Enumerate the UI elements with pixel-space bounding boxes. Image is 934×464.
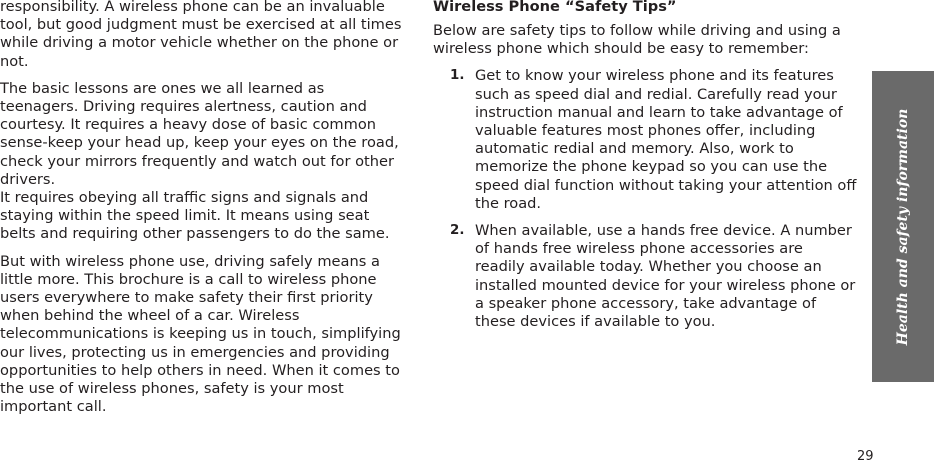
- intro-paragraph: Below are safety tips to follow while driving and using a wireless phone which should be easy to remember:: [433, 22, 841, 58]
- paragraph-traffic-signs: It requires obeying all traffic signs and signals and staying within the speed limit. It means using seat belts and requiring other passengers to do the same.: [0, 189, 390, 243]
- list-item-number: 1.: [450, 68, 465, 84]
- paragraph-responsibility: responsibility. A wireless phone can be an invaluable tool, but good judgment must be exercised at all times while driving a motor vehicle whether on the phone or not.: [0, 0, 402, 70]
- left-column: [0, 0, 407, 416]
- chapter-side-tab: [872, 71, 934, 382]
- page-number: 29: [857, 449, 874, 464]
- paragraph-wireless-use: But with wireless phone use, driving safely means a little more. This brochure is a call to wireless phone users everywhere to make safety their first priority when behind the wheel of a car. Wireless telecommunications is keeping us in touch, simplifying our lives, protecting us in emergencies and providing opportunities to help others in need. When it comes to the use of wireless phones, safety is your most important call.: [0, 252, 401, 416]
- list-item: [433, 67, 857, 213]
- list-item-number: 2.: [450, 223, 465, 239]
- safety-tips-list: [433, 67, 857, 331]
- chapter-tab-label: Health and safety information: [894, 108, 911, 345]
- right-column: [433, 22, 857, 331]
- list-item-text: When available, use a hands free device. A number of hands free wireless phone accessories are readily available today. Whether you choose an installed mounted device for your wireless phone or a speaker phone accessory, take advantage of these devices if available to you.: [475, 222, 856, 331]
- list-item: [433, 222, 857, 331]
- paragraph-basic-lessons: The basic lessons are ones we all learned as teenagers. Driving requires alertness, caution and courtesy. It requires a heavy dose of basic common sense-keep your head up, keep your eyes on the road, check your mirrors frequently and watch out for other drivers.: [0, 79, 399, 188]
- section-heading: Wireless Phone “Safety Tips”: [433, 0, 677, 15]
- list-item-text: Get to know your wireless phone and its features such as speed dial and redial. Carefully read your instruction manual and learn to take advantage of valuable features most phones offer, including automatic redial and memory. Also, work to memorize the phone keypad so you can use the speed dial function without taking your attention off the road.: [475, 67, 857, 212]
